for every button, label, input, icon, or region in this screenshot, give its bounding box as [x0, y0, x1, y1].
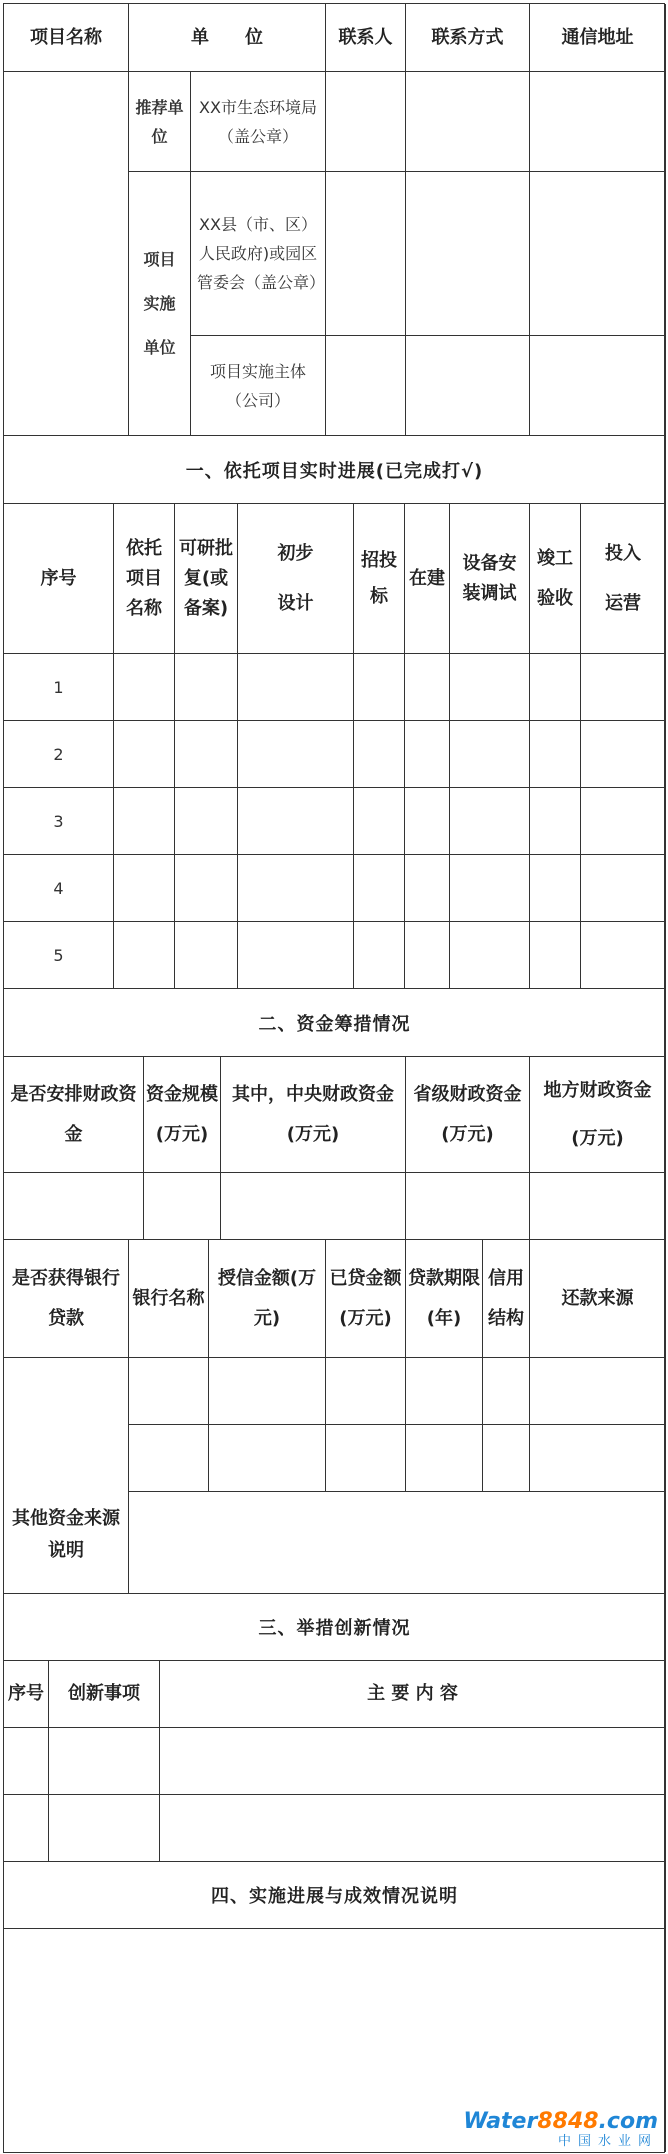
recommend-unit-value: XX市生态环境局（盖公章）: [191, 72, 326, 172]
loan-cell: [406, 1358, 483, 1425]
header-project-name: 项目名称: [4, 4, 129, 72]
contact-method-cell: [406, 72, 530, 172]
progress-cell: [450, 788, 530, 855]
sec1-header: 投入运营: [581, 504, 666, 654]
loan-cell: [530, 1358, 666, 1425]
progress-cell: [175, 855, 238, 922]
progress-cell: [175, 721, 238, 788]
fiscal-cell: [221, 1173, 406, 1240]
progress-cell: [450, 855, 530, 922]
header-contact-method: 联系方式: [406, 4, 530, 72]
progress-cell: [114, 654, 175, 721]
progress-cell: [114, 855, 175, 922]
progress-cell: [450, 721, 530, 788]
progress-cell: [405, 855, 450, 922]
sec3-header: 主 要 内 容: [160, 1661, 666, 1728]
site-watermark-logo: Water8848.com 中国水业网: [463, 2109, 658, 2149]
progress-cell: [450, 654, 530, 721]
loan-cell: [483, 1425, 530, 1492]
progress-cell: [238, 788, 354, 855]
header-contact: 联系人: [326, 4, 406, 72]
fiscal-header: 地方财政资金(万元): [530, 1057, 666, 1173]
sec1-header: 招投标: [354, 504, 405, 654]
progress-cell: [354, 788, 405, 855]
sec1-header: 设备安装调试: [450, 504, 530, 654]
progress-cell: [354, 654, 405, 721]
loan-header: 还款来源: [530, 1240, 666, 1358]
other-funding-label: 其他资金来源说明: [4, 1358, 129, 1594]
progress-cell: [581, 721, 666, 788]
sec1-header: 竣工验收: [530, 504, 581, 654]
sec3-cell: [160, 1728, 666, 1795]
fiscal-cell: [530, 1173, 666, 1240]
contact-method-cell: [406, 336, 530, 436]
progress-cell: [114, 721, 175, 788]
contact-cell: [326, 172, 406, 336]
progress-cell: [405, 654, 450, 721]
other-funding-cell: [129, 1492, 666, 1594]
address-cell: [530, 336, 666, 436]
progress-cell: [238, 654, 354, 721]
progress-cell: [405, 788, 450, 855]
progress-cell: [581, 788, 666, 855]
sec3-cell: [49, 1728, 160, 1795]
progress-cell: [175, 654, 238, 721]
progress-cell: [238, 721, 354, 788]
loan-cell: [209, 1425, 326, 1492]
sec3-cell: [49, 1795, 160, 1862]
address-cell: [530, 72, 666, 172]
progress-cell: [175, 922, 238, 989]
loan-header: 授信金额(万元): [209, 1240, 326, 1358]
project-form-table: [3, 3, 665, 2153]
progress-cell: [450, 922, 530, 989]
header-address: 通信地址: [530, 4, 666, 72]
contact-cell: [326, 72, 406, 172]
table-row-index: 1: [4, 654, 114, 721]
progress-cell: [405, 721, 450, 788]
fiscal-cell: [406, 1173, 530, 1240]
section-4-title: 四、实施进展与成效情况说明: [4, 1862, 666, 1929]
progress-cell: [581, 654, 666, 721]
progress-cell: [238, 922, 354, 989]
impl-unit-label: 项目实施单位: [129, 172, 191, 436]
progress-cell: [581, 855, 666, 922]
sec1-header: 依托项目名称: [114, 504, 175, 654]
sec1-header: 序号: [4, 504, 114, 654]
address-cell: [530, 172, 666, 336]
table-row-index: 3: [4, 788, 114, 855]
section-2-title: 二、资金筹措情况: [4, 989, 666, 1057]
progress-cell: [114, 788, 175, 855]
progress-cell: [530, 922, 581, 989]
fiscal-cell: [4, 1173, 144, 1240]
table-row-index: 4: [4, 855, 114, 922]
contact-cell: [326, 336, 406, 436]
sec1-header: 可研批复(或备案): [175, 504, 238, 654]
progress-cell: [581, 922, 666, 989]
loan-cell: [326, 1425, 406, 1492]
progress-cell: [354, 855, 405, 922]
loan-cell: [530, 1425, 666, 1492]
table-row-index: 5: [4, 922, 114, 989]
loan-header: 已贷金额(万元): [326, 1240, 406, 1358]
recommend-unit-label: 推荐单位: [129, 72, 191, 172]
sec3-header: 序号: [4, 1661, 49, 1728]
fiscal-header: 其中，中央财政资金(万元): [221, 1057, 406, 1173]
loan-header: 信用结构: [483, 1240, 530, 1358]
loan-cell: [209, 1358, 326, 1425]
loan-cell: [129, 1425, 209, 1492]
fiscal-header: 资金规模(万元): [144, 1057, 221, 1173]
sec3-cell: [4, 1795, 49, 1862]
progress-cell: [114, 922, 175, 989]
sec1-header: 在建: [405, 504, 450, 654]
sec1-header: 初步设计: [238, 504, 354, 654]
progress-cell: [354, 922, 405, 989]
loan-cell: [406, 1425, 483, 1492]
project-name-cell: [4, 72, 129, 436]
loan-header: 贷款期限(年): [406, 1240, 483, 1358]
loan-cell: [326, 1358, 406, 1425]
sec3-header: 创新事项: [49, 1661, 160, 1728]
loan-cell: [129, 1358, 209, 1425]
progress-cell: [354, 721, 405, 788]
section-1-title: 一、依托项目实时进展(已完成打√): [4, 436, 666, 504]
fiscal-cell: [144, 1173, 221, 1240]
impl-unit-entity: 项目实施主体（公司）: [191, 336, 326, 436]
section-3-title: 三、举措创新情况: [4, 1594, 666, 1661]
sec3-cell: [4, 1728, 49, 1795]
progress-cell: [405, 922, 450, 989]
loan-header: 是否获得银行贷款: [4, 1240, 129, 1358]
progress-cell: [530, 788, 581, 855]
sec3-cell: [160, 1795, 666, 1862]
loan-header: 银行名称: [129, 1240, 209, 1358]
progress-cell: [530, 855, 581, 922]
loan-cell: [483, 1358, 530, 1425]
table-row-index: 2: [4, 721, 114, 788]
progress-cell: [530, 721, 581, 788]
progress-cell: [238, 855, 354, 922]
contact-method-cell: [406, 172, 530, 336]
fiscal-header: 省级财政资金(万元): [406, 1057, 530, 1173]
progress-cell: [175, 788, 238, 855]
progress-cell: [530, 654, 581, 721]
fiscal-header: 是否安排财政资金: [4, 1057, 144, 1173]
impl-unit-gov: XX县（市、区）人民政府)或园区管委会（盖公章）: [191, 172, 326, 336]
header-unit: 单 位: [129, 4, 326, 72]
